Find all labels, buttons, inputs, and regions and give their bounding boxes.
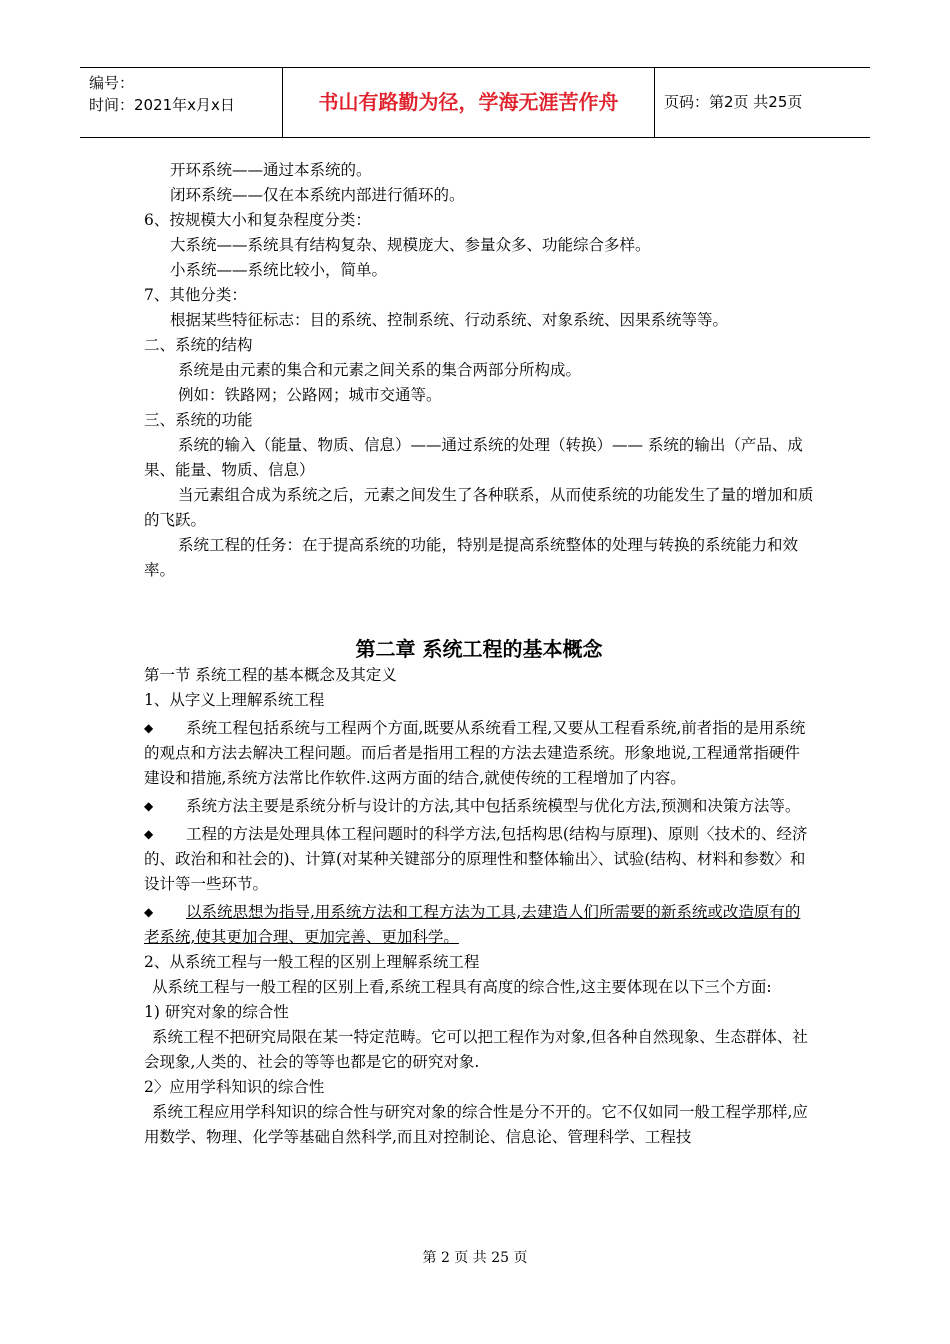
diamond-bullet-icon: ◆ xyxy=(144,827,154,841)
paragraph: 根据某些特征标志：目的系统、控制系统、行动系统、对象系统、因果系统等等。 xyxy=(170,311,729,329)
paragraph: 系统的输入（能量、物质、信息）——通过系统的处理（转换）—— 系统的输出（产品、成果、能量、物质、信息） xyxy=(144,436,803,479)
header-page-info: 页码：第2页 共25页 xyxy=(664,93,803,111)
paragraph: 例如：铁路网；公路网；城市交通等。 xyxy=(178,386,442,404)
section-heading: 2〉应用学科知识的综合性 xyxy=(144,1078,325,1096)
diamond-bullet-icon: ◆ xyxy=(144,799,154,813)
bullet-item xyxy=(144,716,814,791)
chapter-title: 第二章 系统工程的基本概念 xyxy=(355,637,603,661)
bullet-item xyxy=(144,900,814,950)
section-heading: 1、从字义上理解系统工程 xyxy=(144,691,325,709)
bullet-item xyxy=(144,822,814,897)
paragraph: 当元素组合成为系统之后，元素之间发生了各种联系，从而使系统的功能发生了量的增加和质的飞跃。 xyxy=(144,486,814,529)
list-heading: 6、按规模大小和复杂程度分类： xyxy=(144,211,371,229)
bullet-text-underlined: 以系统思想为指导,用系统方法和工程方法为工具,去建造人们所需要的新系统或改造原有的老系统,使其更加合理、更加完善、更加科学。 xyxy=(144,903,801,946)
bullet-text: 工程的方法是处理具体工程问题时的科学方法,包括构思(结构与原理)、原则〈技术的、经济的、政治和和社会的)、计算(对某种关键部分的原理性和整体输出〉、试验(结构、材料和参数〉和设计等一些环节。 xyxy=(144,825,808,893)
diamond-bullet-icon: ◆ xyxy=(144,721,154,735)
bullet-text: 系统方法主要是系统分析与设计的方法,其中包括系统模型与优化方法,预测和决策方法等。 xyxy=(186,797,801,815)
paragraph: 系统工程应用学科知识的综合性与研究对象的综合性是分不开的。它不仅如同一般工程学那样,应用数学、物理、化学等基础自然科学,而且对控制论、信息论、管理科学、工程技 xyxy=(144,1103,808,1146)
document-body xyxy=(144,158,814,1150)
section-heading: 2、从系统工程与一般工程的区别上理解系统工程 xyxy=(144,953,480,971)
spacer xyxy=(144,583,814,635)
section-heading: 1) 研究对象的综合性 xyxy=(144,1003,289,1021)
paragraph: 大系统——系统具有结构复杂、规模庞大、参量众多、功能综合多样。 xyxy=(170,236,651,254)
bullet-text: 系统工程包括系统与工程两个方面,既要从系统看工程,又要从工程看系统,前者指的是用系统的观点和方法去解决工程问题。而后者是指用工程的方法去建造系统。形象地说,工程通常指硬件建设和措施,系统方法常比作软件.这两方面的结合,就使传统的工程增加了内容。 xyxy=(144,719,806,787)
diamond-bullet-icon: ◆ xyxy=(144,905,154,919)
time-label: 时间：2021年x月x日 xyxy=(89,96,235,114)
paragraph: 开环系统——通过本系统的。 xyxy=(170,161,372,179)
bullet-item xyxy=(144,794,814,819)
paragraph: 系统工程的任务：在于提高系统的功能，特别是提高系统整体的处理与转换的系统能力和效率。 xyxy=(144,536,799,579)
list-heading: 7、其他分类： xyxy=(144,286,247,304)
section-heading: 第一节 系统工程的基本概念及其定义 xyxy=(144,666,397,684)
paragraph: 系统是由元素的集合和元素之间关系的集合两部分所构成。 xyxy=(178,361,582,379)
number-label: 编号： xyxy=(89,74,135,92)
paragraph: 闭环系统——仅在本系统内部进行循环的。 xyxy=(170,186,465,204)
paragraph: 从系统工程与一般工程的区别上看,系统工程具有高度的综合性,这主要体现在以下三个方面: xyxy=(152,978,772,996)
page-header xyxy=(80,67,870,138)
paragraph: 系统工程不把研究局限在某一特定范畴。它可以把工程作为对象,但各种自然现象、生态群体、社会现象,人类的、社会的等等也都是它的研究对象. xyxy=(144,1028,808,1071)
section-heading: 三、系统的功能 xyxy=(144,411,253,429)
paragraph: 小系统——系统比较小，简单。 xyxy=(170,261,388,279)
header-motto: 书山有路勤为径，学海无涯苦作舟 xyxy=(283,68,655,137)
section-heading: 二、系统的结构 xyxy=(144,336,253,354)
page-footer: 第 2 页 共 25 页 xyxy=(422,1250,528,1266)
header-meta-cell xyxy=(80,68,283,137)
